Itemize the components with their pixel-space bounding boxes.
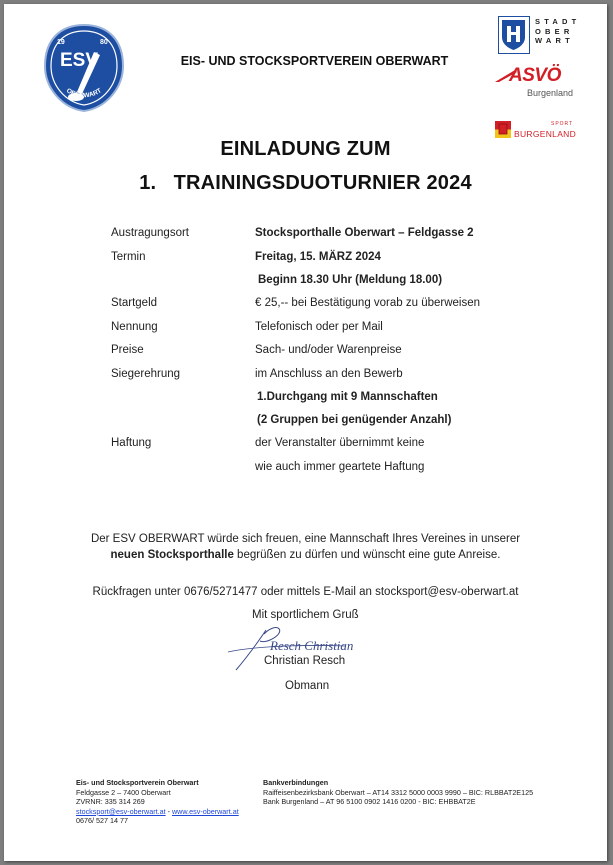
footer-bank-title: Bankverbindungen [263, 778, 329, 787]
detail-value-date: Freitag, 15. MÄRZ 2024 [255, 251, 381, 263]
logo-letters: ESV [60, 50, 99, 71]
stadt-oberwart-crest [498, 16, 530, 54]
footer-right [263, 778, 533, 807]
detail-label-fee: Startgeld [111, 297, 158, 309]
org-title: EIS- UND STOCKSPORTVEREIN OBERWART [180, 54, 449, 68]
detail-value-liability-1: der Veranstalter übernimmt keine [255, 437, 425, 449]
footer-bank-2: Bank Burgenland – AT 96 5100 0902 1416 0200 - BIC: EHBBAT2E [263, 797, 476, 806]
invite-line1: Der ESV OBERWART würde sich freuen, eine Mannschaft Ihres Vereines in unserer [90, 533, 521, 545]
detail-value-ceremony: im Anschluss an den Bewerb [255, 368, 403, 380]
invite-line2 [4, 549, 607, 561]
sport-small: SPORT [551, 121, 574, 127]
detail-value-prizes: Sach- und/oder Warenpreise [255, 344, 402, 356]
logo-year-a: 19 [57, 39, 65, 46]
esv-logo [40, 22, 128, 114]
detail-value-venue: Stocksporthalle Oberwart – Feldgasse 2 [255, 227, 474, 239]
greeting: Mit sportlichem Gruß [252, 609, 359, 621]
headline-line1: EINLADUNG ZUM [220, 138, 391, 160]
headline-line2: 1. TRAININGSDUOTURNIER 2024 [139, 172, 472, 194]
detail-label-prizes: Preise [111, 344, 144, 356]
crest-icon [499, 17, 528, 52]
invite-rest: begrüßen zu dürfen und wünscht eine gute Anreise. [233, 549, 501, 561]
detail-label-venue: Austragungsort [111, 227, 189, 239]
footer-links [76, 807, 239, 817]
detail-value-registration: Telefonisch oder per Mail [255, 321, 383, 333]
detail-label-date: Termin [111, 251, 146, 263]
stadt-line1: STADT [535, 17, 581, 26]
footer-org-title: Eis- und Stocksportverein Oberwart [76, 778, 199, 787]
contact-line: Rückfragen unter 0676/5271477 oder mittels E-Mail an stocksport@esv-oberwart.at [92, 586, 519, 598]
sport-name: BURGENLAND [514, 129, 577, 139]
footer-bank-1: Raiffeisenbezirksbank Oberwart – AT14 3312 5000 0003 9990 – BIC: RLBBAT2E125 [263, 787, 534, 797]
detail-label-ceremony: Siegerehrung [111, 368, 181, 380]
asvo-region: Burgenland [527, 88, 574, 98]
signer-name: Christian Resch [264, 655, 346, 667]
footer-email-link[interactable]: stocksport@esv-oberwart.at [76, 806, 166, 816]
stadt-oberwart-text [535, 17, 580, 46]
detail-value-start-time: Beginn 18.30 Uhr (Meldung 18.00) [258, 274, 443, 286]
signer-role: Obmann [285, 680, 330, 692]
footer-zvr: ZVRNR: 335 314 269 [76, 797, 145, 806]
asvo-name: ASVÖ [509, 65, 561, 86]
detail-value-round: 1.Durchgang mit 9 Mannschaften [257, 391, 438, 403]
detail-label-liability: Haftung [111, 437, 152, 449]
detail-value-liability-2: wie auch immer geartete Haftung [255, 461, 425, 473]
logo-year-b: 80 [100, 39, 108, 46]
burgenland-flag-icon [495, 121, 511, 138]
footer-phone: 0676/ 527 14 77 [76, 816, 128, 825]
logo-arc-text: OBERWART [65, 87, 103, 100]
footer-address: Feldgasse 2 – 7400 Oberwart [76, 787, 171, 797]
detail-value-fee: € 25,-- bei Bestätigung vorab zu überweisen [255, 297, 481, 309]
footer-left [76, 778, 239, 826]
detail-value-groups: (2 Gruppen bei genügender Anzahl) [257, 414, 452, 426]
stadt-line2: OBER [535, 26, 574, 36]
document-page [4, 4, 607, 861]
invite-highlight: neuen Stocksporthalle [110, 549, 234, 561]
footer-link-separator: - [165, 806, 172, 816]
signature-script: Resch Christian [270, 638, 354, 653]
detail-label-registration: Nennung [111, 321, 158, 333]
stadt-line3: WART [535, 36, 574, 45]
footer-web-link[interactable]: www.esv-oberwart.at [171, 806, 239, 816]
